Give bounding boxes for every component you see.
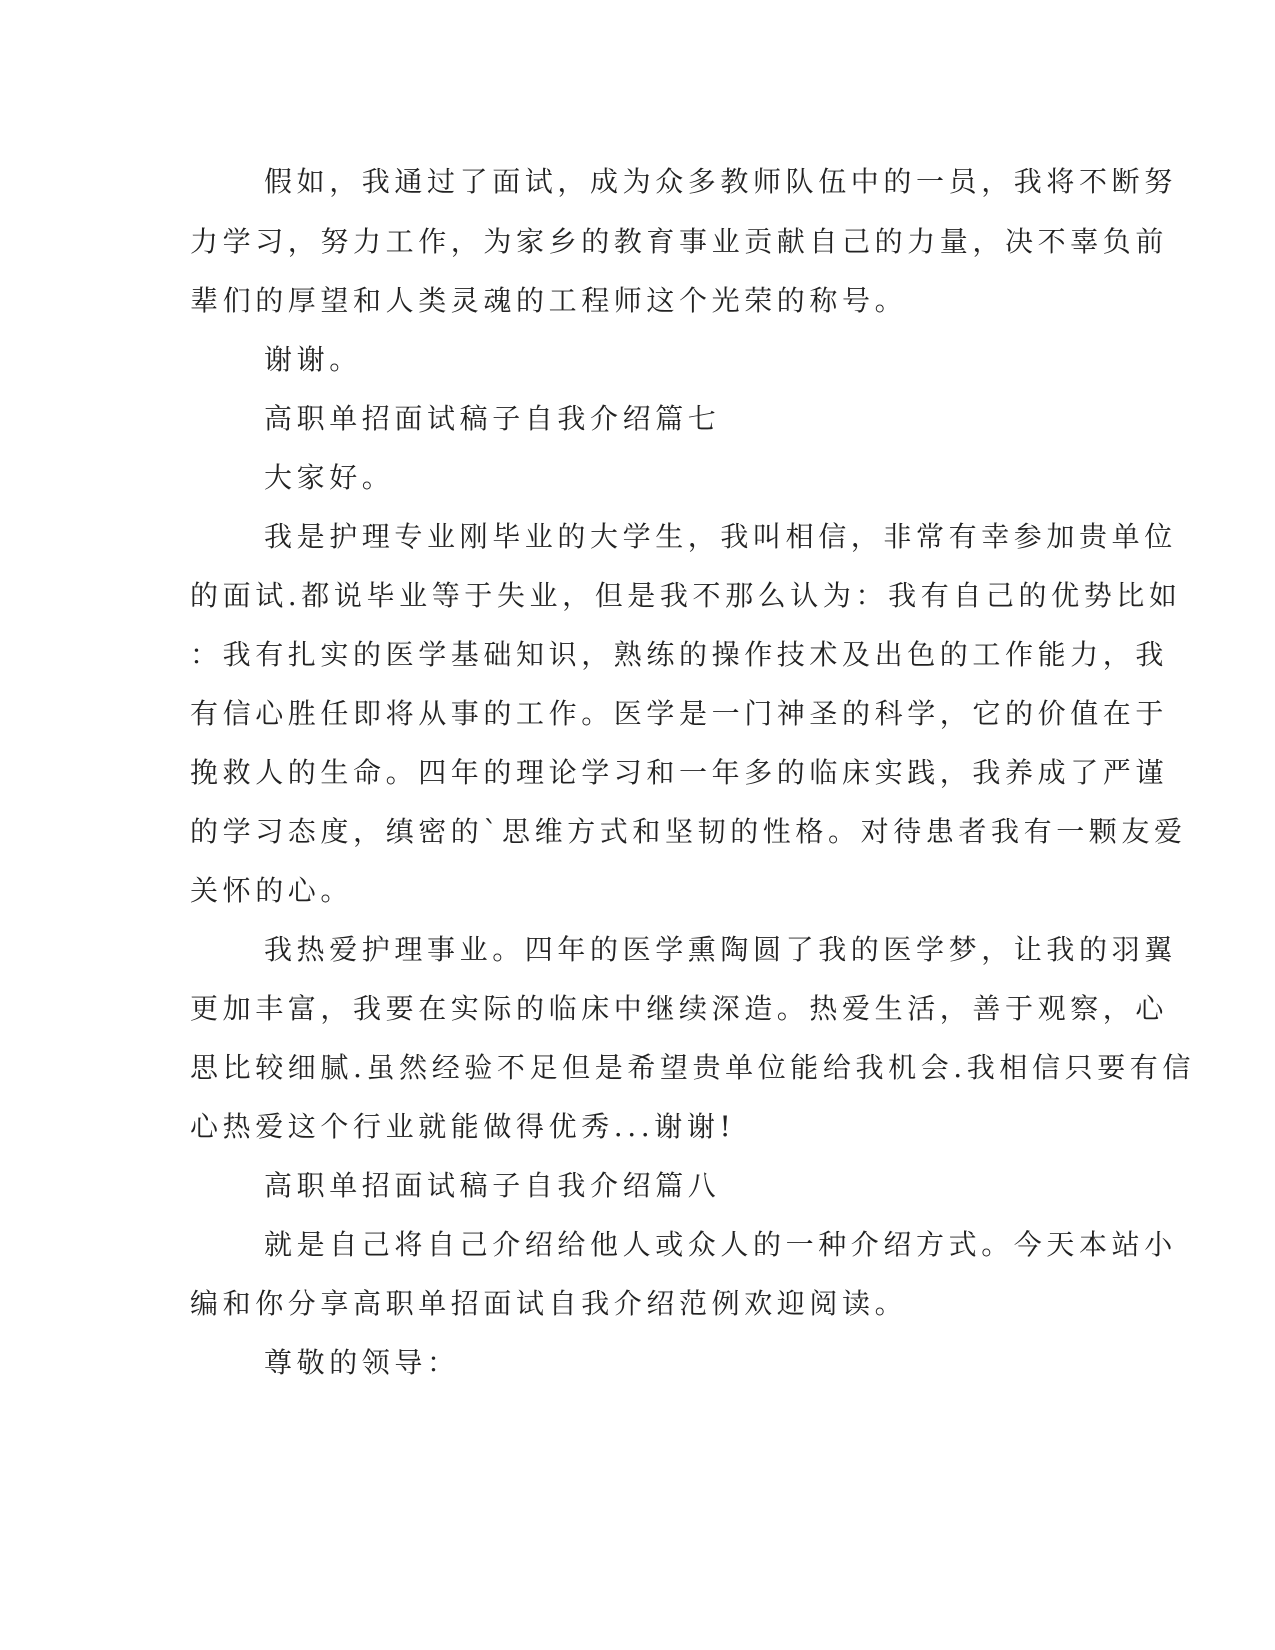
- paragraph-line: 心热爱这个行业就能做得优秀...谢谢!: [190, 1110, 736, 1143]
- paragraph-line: 假如，我通过了面试，成为众多教师队伍中的一员，我将不断努: [264, 165, 1177, 198]
- paragraph-line: 更加丰富，我要在实际的临床中继续深造。热爱生活，善于观察，心: [190, 992, 1169, 1025]
- paragraph-line: 我是护理专业刚毕业的大学生，我叫相信，非常有幸参加贵单位: [264, 520, 1177, 553]
- paragraph-line: 谢谢。: [264, 343, 362, 376]
- section-heading: 高职单招面试稿子自我介绍篇八: [264, 1169, 721, 1202]
- paragraph-line: 挽救人的生命。四年的理论学习和一年多的临床实践，我养成了严谨: [190, 756, 1169, 789]
- paragraph-line: 关怀的心。: [190, 874, 354, 907]
- paragraph-line: 尊敬的领导：: [264, 1346, 460, 1379]
- paragraph-line: 就是自己将自己介绍给他人或众人的一种介绍方式。今天本站小: [264, 1228, 1177, 1261]
- paragraph-line: 编和你分享高职单招面试自我介绍范例欢迎阅读。: [190, 1287, 908, 1320]
- paragraph-line: 思比较细腻.虽然经验不足但是希望贵单位能给我机会.我相信只要有信: [190, 1051, 1196, 1084]
- section-heading: 高职单招面试稿子自我介绍篇七: [264, 402, 721, 435]
- paragraph-line: ：我有扎实的医学基础知识，熟练的操作技术及出色的工作能力，我: [190, 638, 1169, 671]
- paragraph-line: 辈们的厚望和人类灵魂的工程师这个光荣的称号。: [190, 284, 908, 317]
- paragraph-line: 我热爱护理事业。四年的医学熏陶圆了我的医学梦，让我的羽翼: [264, 933, 1177, 966]
- paragraph-line: 有信心胜任即将从事的工作。医学是一门神圣的科学，它的价值在于: [190, 697, 1169, 730]
- paragraph-line: 大家好。: [264, 461, 395, 494]
- paragraph-line: 力学习，努力工作，为家乡的教育事业贡献自己的力量，决不辜负前: [190, 225, 1169, 258]
- paragraph-line: 的面试.都说毕业等于失业，但是我不那么认为：我有自己的优势比如: [190, 579, 1182, 612]
- paragraph-line: 的学习态度，缜密的`思维方式和坚韧的性格。对待患者我有一颗友爱: [190, 815, 1187, 848]
